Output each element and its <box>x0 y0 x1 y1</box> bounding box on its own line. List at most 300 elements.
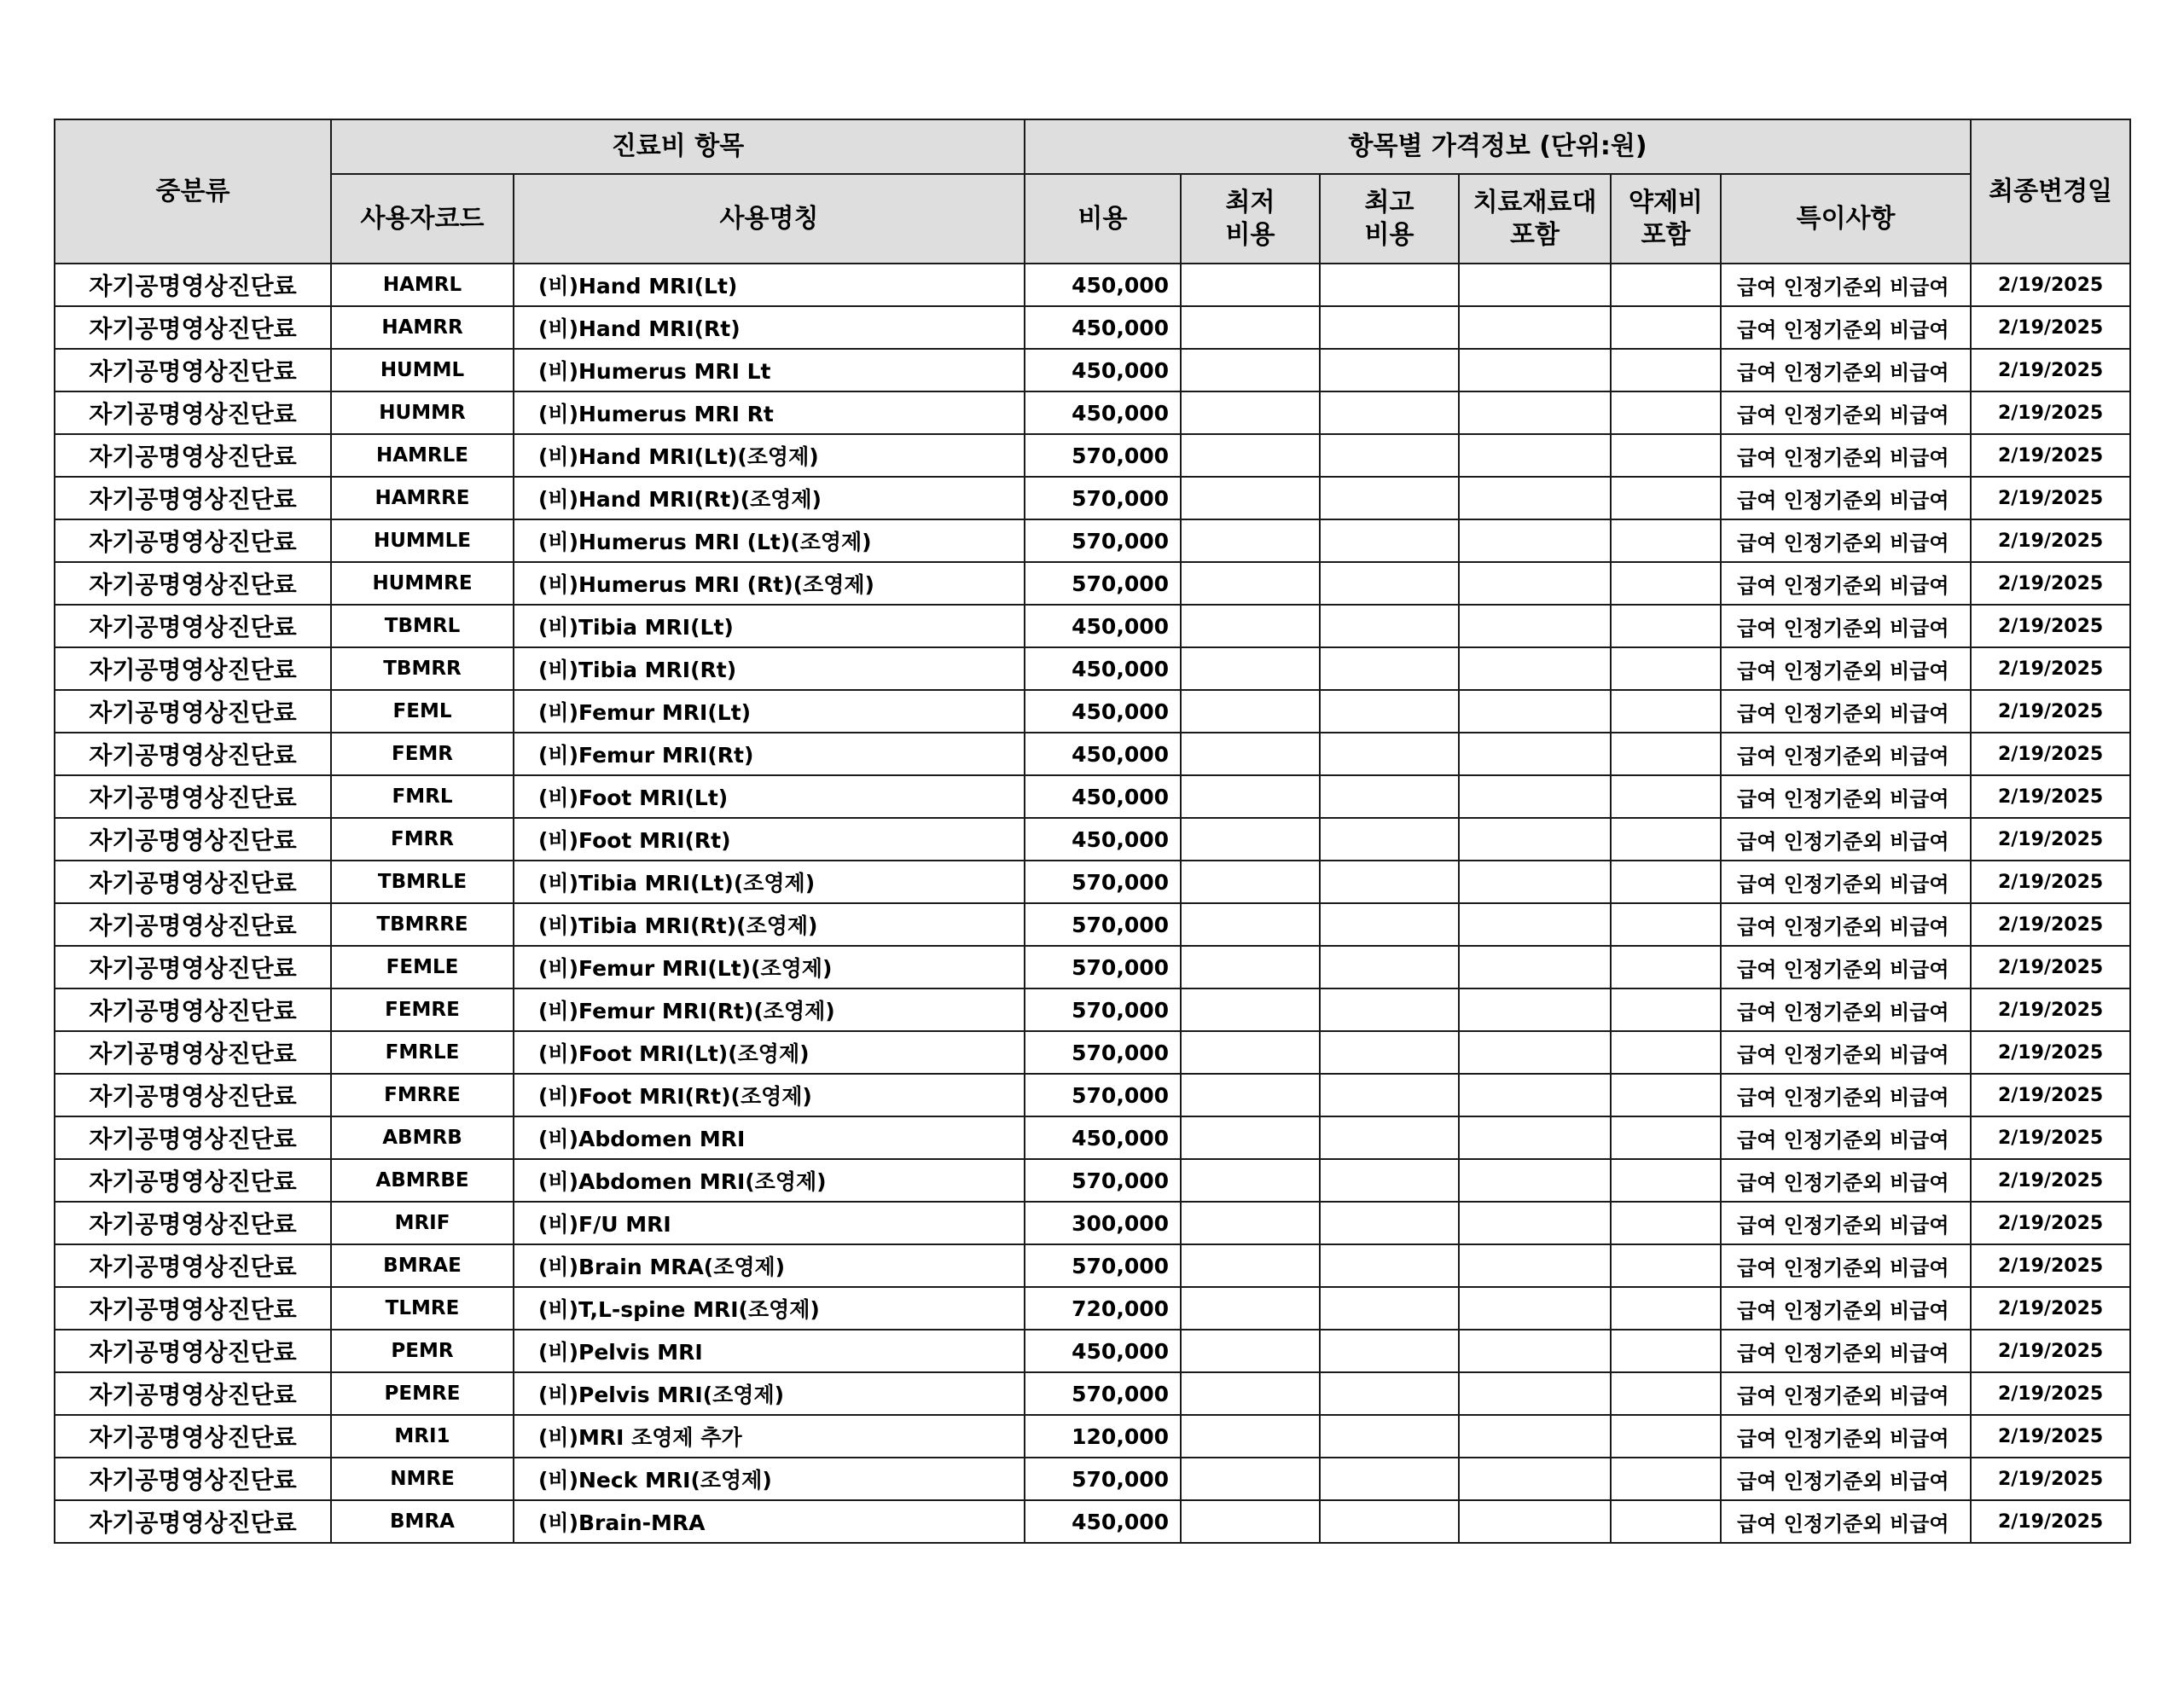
cell-max-cost <box>1320 562 1459 605</box>
cell-user-name: (비)Femur MRI(Rt)(조영제) <box>514 988 1025 1031</box>
cell-cost: 720,000 <box>1025 1287 1181 1330</box>
cell-max-cost <box>1320 391 1459 434</box>
cell-last-modified: 2/19/2025 <box>1971 1415 2130 1458</box>
header-max-cost-line2: 비용 <box>1364 219 1414 250</box>
cell-last-modified: 2/19/2025 <box>1971 1372 2130 1415</box>
cell-user-code: HAMRR <box>331 306 514 349</box>
cell-note: 급여 인정기준외 비급여 <box>1721 391 1971 434</box>
cell-max-cost <box>1320 775 1459 818</box>
cell-material-incl <box>1459 946 1611 988</box>
cell-note: 급여 인정기준외 비급여 <box>1721 306 1971 349</box>
cell-cost: 450,000 <box>1025 306 1181 349</box>
cell-max-cost <box>1320 1202 1459 1244</box>
header-drug-incl <box>1611 174 1721 264</box>
cell-category: 자기공명영상진단료 <box>55 519 331 562</box>
cell-category: 자기공명영상진단료 <box>55 349 331 391</box>
header-note: 특이사항 <box>1721 174 1971 264</box>
cell-note: 급여 인정기준외 비급여 <box>1721 1202 1971 1244</box>
cell-user-name: (비)T,L-spine MRI(조영제) <box>514 1287 1025 1330</box>
cell-note: 급여 인정기준외 비급여 <box>1721 861 1971 903</box>
cell-category: 자기공명영상진단료 <box>55 1074 331 1116</box>
cell-user-name: (비)Foot MRI(Rt) <box>514 818 1025 861</box>
cell-note: 급여 인정기준외 비급여 <box>1721 605 1971 647</box>
cell-category: 자기공명영상진단료 <box>55 562 331 605</box>
cell-user-code: HAMRLE <box>331 434 514 477</box>
cell-min-cost <box>1181 1031 1320 1074</box>
table-row <box>55 1287 2130 1330</box>
table-row <box>55 690 2130 733</box>
cell-min-cost <box>1181 690 1320 733</box>
cell-min-cost <box>1181 1330 1320 1372</box>
cell-last-modified: 2/19/2025 <box>1971 1458 2130 1500</box>
cell-max-cost <box>1320 1287 1459 1330</box>
cell-last-modified: 2/19/2025 <box>1971 1074 2130 1116</box>
table-row <box>55 1330 2130 1372</box>
cell-user-name: (비)Foot MRI(Rt)(조영제) <box>514 1074 1025 1116</box>
cell-last-modified: 2/19/2025 <box>1971 1330 2130 1372</box>
cell-user-code: TBMRL <box>331 605 514 647</box>
cell-last-modified: 2/19/2025 <box>1971 1202 2130 1244</box>
header-material-incl-line1: 치료재료대 <box>1472 187 1597 217</box>
cell-category: 자기공명영상진단료 <box>55 1287 331 1330</box>
cell-drug-incl <box>1611 1330 1721 1372</box>
header-group-price: 항목별 가격정보 (단위:원) <box>1025 119 1971 174</box>
cell-drug-incl <box>1611 519 1721 562</box>
cell-material-incl <box>1459 1330 1611 1372</box>
cell-note: 급여 인정기준외 비급여 <box>1721 946 1971 988</box>
cell-drug-incl <box>1611 434 1721 477</box>
cell-min-cost <box>1181 1159 1320 1202</box>
cell-last-modified: 2/19/2025 <box>1971 349 2130 391</box>
cell-material-incl <box>1459 1159 1611 1202</box>
cell-note: 급여 인정기준외 비급여 <box>1721 477 1971 519</box>
cell-drug-incl <box>1611 988 1721 1031</box>
table-row <box>55 903 2130 946</box>
cell-drug-incl <box>1611 1415 1721 1458</box>
cell-category: 자기공명영상진단료 <box>55 306 331 349</box>
cell-cost: 570,000 <box>1025 519 1181 562</box>
cell-cost: 450,000 <box>1025 733 1181 775</box>
cell-user-name: (비)Neck MRI(조영제) <box>514 1458 1025 1500</box>
cell-material-incl <box>1459 264 1611 306</box>
cell-user-name: (비)Hand MRI(Rt)(조영제) <box>514 477 1025 519</box>
cell-material-incl <box>1459 1458 1611 1500</box>
cell-last-modified: 2/19/2025 <box>1971 647 2130 690</box>
cell-drug-incl <box>1611 306 1721 349</box>
cell-last-modified: 2/19/2025 <box>1971 306 2130 349</box>
table-row <box>55 1031 2130 1074</box>
cell-category: 자기공명영상진단료 <box>55 605 331 647</box>
cell-category: 자기공명영상진단료 <box>55 988 331 1031</box>
cell-cost: 570,000 <box>1025 1159 1181 1202</box>
cell-min-cost <box>1181 988 1320 1031</box>
cell-last-modified: 2/19/2025 <box>1971 1159 2130 1202</box>
cell-material-incl <box>1459 988 1611 1031</box>
header-user-name: 사용명칭 <box>514 174 1025 264</box>
cell-drug-incl <box>1611 1159 1721 1202</box>
cell-user-name: (비)Tibia MRI(Lt) <box>514 605 1025 647</box>
cell-material-incl <box>1459 519 1611 562</box>
cell-user-code: TLMRE <box>331 1287 514 1330</box>
cell-min-cost <box>1181 1116 1320 1159</box>
cell-note: 급여 인정기준외 비급여 <box>1721 1116 1971 1159</box>
cell-min-cost <box>1181 562 1320 605</box>
cell-min-cost <box>1181 1500 1320 1543</box>
cell-max-cost <box>1320 647 1459 690</box>
table-body <box>55 264 2130 1543</box>
cell-user-name: (비)Hand MRI(Lt) <box>514 264 1025 306</box>
cell-last-modified: 2/19/2025 <box>1971 1287 2130 1330</box>
cell-min-cost <box>1181 605 1320 647</box>
cell-last-modified: 2/19/2025 <box>1971 562 2130 605</box>
cell-user-name: (비)Foot MRI(Lt)(조영제) <box>514 1031 1025 1074</box>
cell-cost: 450,000 <box>1025 1330 1181 1372</box>
cell-category: 자기공명영상진단료 <box>55 477 331 519</box>
cell-user-name: (비)Abdomen MRI(조영제) <box>514 1159 1025 1202</box>
cell-last-modified: 2/19/2025 <box>1971 477 2130 519</box>
cell-max-cost <box>1320 690 1459 733</box>
table-row <box>55 988 2130 1031</box>
cell-user-name: (비)Brain MRA(조영제) <box>514 1244 1025 1287</box>
header-min-cost-line2: 비용 <box>1225 219 1275 250</box>
cell-drug-incl <box>1611 1500 1721 1543</box>
cell-min-cost <box>1181 1202 1320 1244</box>
cell-max-cost <box>1320 946 1459 988</box>
table-row <box>55 1116 2130 1159</box>
header-category: 중분류 <box>55 119 331 264</box>
cell-cost: 570,000 <box>1025 988 1181 1031</box>
cell-max-cost <box>1320 1116 1459 1159</box>
cell-last-modified: 2/19/2025 <box>1971 434 2130 477</box>
cell-user-code: TBMRLE <box>331 861 514 903</box>
cell-drug-incl <box>1611 605 1721 647</box>
cell-user-name: (비)Humerus MRI Lt <box>514 349 1025 391</box>
cell-min-cost <box>1181 1287 1320 1330</box>
cell-material-incl <box>1459 1415 1611 1458</box>
table-row <box>55 1244 2130 1287</box>
cell-last-modified: 2/19/2025 <box>1971 391 2130 434</box>
cell-drug-incl <box>1611 946 1721 988</box>
cell-cost: 570,000 <box>1025 1031 1181 1074</box>
cell-user-code: PEMRE <box>331 1372 514 1415</box>
cell-drug-incl <box>1611 903 1721 946</box>
cell-last-modified: 2/19/2025 <box>1971 733 2130 775</box>
cell-last-modified: 2/19/2025 <box>1971 519 2130 562</box>
cell-note: 급여 인정기준외 비급여 <box>1721 647 1971 690</box>
cell-last-modified: 2/19/2025 <box>1971 264 2130 306</box>
cell-category: 자기공명영상진단료 <box>55 264 331 306</box>
cell-user-code: MRI1 <box>331 1415 514 1458</box>
cell-max-cost <box>1320 434 1459 477</box>
cell-max-cost <box>1320 988 1459 1031</box>
header-last-modified: 최종변경일 <box>1971 119 2130 264</box>
cell-category: 자기공명영상진단료 <box>55 946 331 988</box>
cell-cost: 450,000 <box>1025 818 1181 861</box>
cell-cost: 570,000 <box>1025 946 1181 988</box>
cell-user-name: (비)F/U MRI <box>514 1202 1025 1244</box>
cell-max-cost <box>1320 733 1459 775</box>
cell-min-cost <box>1181 1244 1320 1287</box>
cell-max-cost <box>1320 477 1459 519</box>
cell-note: 급여 인정기준외 비급여 <box>1721 775 1971 818</box>
cell-cost: 450,000 <box>1025 775 1181 818</box>
cell-drug-incl <box>1611 1031 1721 1074</box>
cell-user-code: NMRE <box>331 1458 514 1500</box>
table-row <box>55 818 2130 861</box>
cell-note: 급여 인정기준외 비급여 <box>1721 349 1971 391</box>
cell-note: 급여 인정기준외 비급여 <box>1721 1458 1971 1500</box>
cell-user-code: FMRRE <box>331 1074 514 1116</box>
cell-min-cost <box>1181 349 1320 391</box>
table-row <box>55 306 2130 349</box>
table-header <box>55 119 2130 264</box>
table-row <box>55 946 2130 988</box>
cell-min-cost <box>1181 519 1320 562</box>
cell-material-incl <box>1459 775 1611 818</box>
table-row <box>55 1500 2130 1543</box>
cell-max-cost <box>1320 349 1459 391</box>
cell-material-incl <box>1459 1074 1611 1116</box>
cell-cost: 450,000 <box>1025 264 1181 306</box>
cell-user-code: FEML <box>331 690 514 733</box>
cell-last-modified: 2/19/2025 <box>1971 1500 2130 1543</box>
cell-note: 급여 인정기준외 비급여 <box>1721 1500 1971 1543</box>
table-row <box>55 1159 2130 1202</box>
cell-user-name: (비)Tibia MRI(Rt) <box>514 647 1025 690</box>
header-user-code: 사용자코드 <box>331 174 514 264</box>
cell-user-name: (비)Humerus MRI (Lt)(조영제) <box>514 519 1025 562</box>
cell-cost: 450,000 <box>1025 647 1181 690</box>
cell-min-cost <box>1181 733 1320 775</box>
cell-max-cost <box>1320 1372 1459 1415</box>
cell-material-incl <box>1459 434 1611 477</box>
cell-category: 자기공명영상진단료 <box>55 434 331 477</box>
table-row <box>55 1458 2130 1500</box>
cell-material-incl <box>1459 1287 1611 1330</box>
cell-cost: 450,000 <box>1025 1500 1181 1543</box>
cell-cost: 450,000 <box>1025 690 1181 733</box>
cell-note: 급여 인정기준외 비급여 <box>1721 818 1971 861</box>
cell-note: 급여 인정기준외 비급여 <box>1721 1287 1971 1330</box>
cell-max-cost <box>1320 1330 1459 1372</box>
header-drug-incl-line2: 포함 <box>1641 219 1691 250</box>
header-material-incl <box>1459 174 1611 264</box>
cell-cost: 120,000 <box>1025 1415 1181 1458</box>
cell-last-modified: 2/19/2025 <box>1971 1031 2130 1074</box>
cell-user-code: FMRL <box>331 775 514 818</box>
table-row <box>55 562 2130 605</box>
cell-drug-incl <box>1611 647 1721 690</box>
cell-user-code: HAMRL <box>331 264 514 306</box>
cell-max-cost <box>1320 1415 1459 1458</box>
header-drug-incl-line1: 약제비 <box>1629 187 1703 217</box>
cell-cost: 570,000 <box>1025 1458 1181 1500</box>
cell-min-cost <box>1181 434 1320 477</box>
cell-user-code: MRIF <box>331 1202 514 1244</box>
table-row <box>55 391 2130 434</box>
cell-user-code: HUMML <box>331 349 514 391</box>
cell-material-incl <box>1459 477 1611 519</box>
cell-user-name: (비)Abdomen MRI <box>514 1116 1025 1159</box>
cell-min-cost <box>1181 1074 1320 1116</box>
cell-category: 자기공명영상진단료 <box>55 1244 331 1287</box>
cell-category: 자기공명영상진단료 <box>55 903 331 946</box>
cell-user-name: (비)Humerus MRI Rt <box>514 391 1025 434</box>
cell-drug-incl <box>1611 349 1721 391</box>
cell-user-code: ABMRB <box>331 1116 514 1159</box>
cell-min-cost <box>1181 1415 1320 1458</box>
cell-material-incl <box>1459 903 1611 946</box>
table-row <box>55 1074 2130 1116</box>
cell-user-name: (비)Pelvis MRI(조영제) <box>514 1372 1025 1415</box>
cell-drug-incl <box>1611 477 1721 519</box>
header-cost: 비용 <box>1025 174 1181 264</box>
cell-max-cost <box>1320 1159 1459 1202</box>
cell-user-name: (비)Tibia MRI(Rt)(조영제) <box>514 903 1025 946</box>
cell-user-name: (비)Brain-MRA <box>514 1500 1025 1543</box>
cell-note: 급여 인정기준외 비급여 <box>1721 733 1971 775</box>
table-row <box>55 1415 2130 1458</box>
cell-category: 자기공명영상진단료 <box>55 1159 331 1202</box>
cell-user-code: TBMRR <box>331 647 514 690</box>
cell-last-modified: 2/19/2025 <box>1971 946 2130 988</box>
cell-material-incl <box>1459 1116 1611 1159</box>
cell-min-cost <box>1181 861 1320 903</box>
cell-drug-incl <box>1611 391 1721 434</box>
cell-min-cost <box>1181 1372 1320 1415</box>
cell-material-incl <box>1459 1500 1611 1543</box>
cell-drug-incl <box>1611 861 1721 903</box>
cell-user-code: HAMRRE <box>331 477 514 519</box>
header-material-incl-line2: 포함 <box>1510 219 1560 250</box>
cell-min-cost <box>1181 391 1320 434</box>
cell-last-modified: 2/19/2025 <box>1971 818 2130 861</box>
cell-cost: 570,000 <box>1025 1074 1181 1116</box>
cell-category: 자기공명영상진단료 <box>55 1202 331 1244</box>
cell-category: 자기공명영상진단료 <box>55 1372 331 1415</box>
header-min-cost-line1: 최저 <box>1225 187 1275 217</box>
cell-drug-incl <box>1611 690 1721 733</box>
cell-cost: 570,000 <box>1025 562 1181 605</box>
cell-max-cost <box>1320 903 1459 946</box>
cell-user-code: HUMMRE <box>331 562 514 605</box>
table-row <box>55 1202 2130 1244</box>
cell-note: 급여 인정기준외 비급여 <box>1721 1372 1971 1415</box>
cell-category: 자기공명영상진단료 <box>55 1116 331 1159</box>
cell-category: 자기공명영상진단료 <box>55 1330 331 1372</box>
cell-note: 급여 인정기준외 비급여 <box>1721 903 1971 946</box>
cell-user-code: HUMMR <box>331 391 514 434</box>
cell-note: 급여 인정기준외 비급여 <box>1721 1244 1971 1287</box>
cell-material-incl <box>1459 562 1611 605</box>
cell-category: 자기공명영상진단료 <box>55 1458 331 1500</box>
header-max-cost-line1: 최고 <box>1364 187 1414 217</box>
cell-max-cost <box>1320 519 1459 562</box>
header-max-cost <box>1320 174 1459 264</box>
cell-drug-incl <box>1611 264 1721 306</box>
cell-user-code: FMRR <box>331 818 514 861</box>
cell-cost: 450,000 <box>1025 1116 1181 1159</box>
cell-drug-incl <box>1611 1372 1721 1415</box>
header-min-cost <box>1181 174 1320 264</box>
cell-note: 급여 인정기준외 비급여 <box>1721 562 1971 605</box>
cell-user-code: FMRLE <box>331 1031 514 1074</box>
table-row <box>55 477 2130 519</box>
cell-material-incl <box>1459 391 1611 434</box>
cell-note: 급여 인정기준외 비급여 <box>1721 264 1971 306</box>
cell-category: 자기공명영상진단료 <box>55 1415 331 1458</box>
cell-user-code: TBMRRE <box>331 903 514 946</box>
cell-last-modified: 2/19/2025 <box>1971 988 2130 1031</box>
cell-max-cost <box>1320 861 1459 903</box>
cell-user-name: (비)Femur MRI(Rt) <box>514 733 1025 775</box>
cell-drug-incl <box>1611 562 1721 605</box>
table-row <box>55 733 2130 775</box>
table-row <box>55 264 2130 306</box>
cell-material-incl <box>1459 349 1611 391</box>
cell-user-code: HUMMLE <box>331 519 514 562</box>
cell-cost: 570,000 <box>1025 1372 1181 1415</box>
cell-category: 자기공명영상진단료 <box>55 861 331 903</box>
cell-category: 자기공명영상진단료 <box>55 690 331 733</box>
cell-max-cost <box>1320 1458 1459 1500</box>
cell-note: 급여 인정기준외 비급여 <box>1721 690 1971 733</box>
cell-note: 급여 인정기준외 비급여 <box>1721 1031 1971 1074</box>
cell-cost: 570,000 <box>1025 861 1181 903</box>
cell-drug-incl <box>1611 1458 1721 1500</box>
cell-note: 급여 인정기준외 비급여 <box>1721 1330 1971 1372</box>
cell-user-code: FEMLE <box>331 946 514 988</box>
cell-drug-incl <box>1611 1244 1721 1287</box>
cell-category: 자기공명영상진단료 <box>55 391 331 434</box>
cell-category: 자기공명영상진단료 <box>55 818 331 861</box>
table-row <box>55 519 2130 562</box>
cell-material-incl <box>1459 733 1611 775</box>
cell-min-cost <box>1181 946 1320 988</box>
cell-max-cost <box>1320 1244 1459 1287</box>
cell-note: 급여 인정기준외 비급여 <box>1721 988 1971 1031</box>
cell-cost: 570,000 <box>1025 477 1181 519</box>
cell-max-cost <box>1320 605 1459 647</box>
cell-user-code: BMRA <box>331 1500 514 1543</box>
cell-note: 급여 인정기준외 비급여 <box>1721 519 1971 562</box>
cell-min-cost <box>1181 903 1320 946</box>
cell-material-incl <box>1459 605 1611 647</box>
cell-max-cost <box>1320 1074 1459 1116</box>
cell-category: 자기공명영상진단료 <box>55 647 331 690</box>
cell-user-code: PEMR <box>331 1330 514 1372</box>
table-row <box>55 1372 2130 1415</box>
cell-drug-incl <box>1611 818 1721 861</box>
cell-min-cost <box>1181 264 1320 306</box>
fee-table <box>54 119 2131 1544</box>
cell-material-incl <box>1459 1202 1611 1244</box>
cell-min-cost <box>1181 1458 1320 1500</box>
cell-drug-incl <box>1611 1202 1721 1244</box>
cell-user-name: (비)Humerus MRI (Rt)(조영제) <box>514 562 1025 605</box>
cell-note: 급여 인정기준외 비급여 <box>1721 1159 1971 1202</box>
cell-last-modified: 2/19/2025 <box>1971 690 2130 733</box>
table-row <box>55 605 2130 647</box>
cell-max-cost <box>1320 818 1459 861</box>
cell-max-cost <box>1320 306 1459 349</box>
cell-drug-incl <box>1611 775 1721 818</box>
cell-cost: 570,000 <box>1025 434 1181 477</box>
cell-max-cost <box>1320 1500 1459 1543</box>
cell-last-modified: 2/19/2025 <box>1971 1244 2130 1287</box>
cell-material-incl <box>1459 861 1611 903</box>
cell-material-incl <box>1459 306 1611 349</box>
